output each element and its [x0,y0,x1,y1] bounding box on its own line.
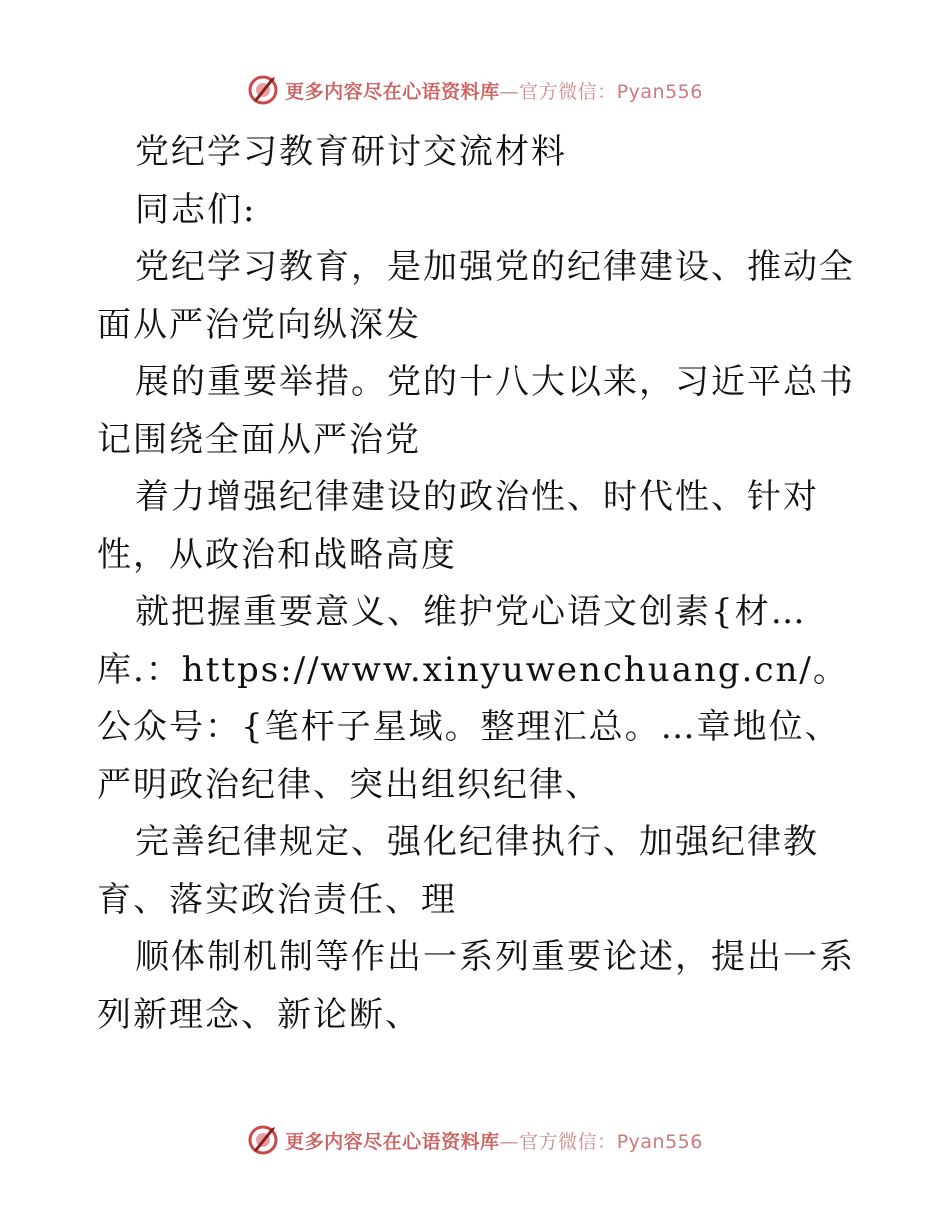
body-paragraph: 着力增强纪律建设的政治性、时代性、针对性，从政治和战略高度 [97,477,819,575]
footer-watermark-banner [0,1120,950,1160]
quill-seal-icon [247,1124,279,1156]
body-paragraph: 展的重要举措。党的十八大以来，习近平总书记围绕全面从严治党 [97,362,855,460]
watermark-wechat-id: Pyan556 [616,1130,703,1153]
document-greeting: 同志们: [135,189,257,230]
body-paragraph: 完善纪律规定、强化纪律执行、加强纪律教育、落实政治责任、理 [97,822,819,920]
body-paragraph: 顺体制机制等作出一系列重要论述，提出一系列新理念、新论断、 [97,937,855,1035]
header-watermark-banner [0,70,950,110]
watermark-wechat-id: Pyan556 [616,80,703,103]
body-paragraph: 就把握重要意义、维护党心语文创素{材…库.：https://www.xinyuwenchuang.cn/。公众号：{笔杆子星域。整理汇总。…章地位、严明政治纪律、突出组织纪律、 [97,592,849,805]
watermark-separator: — [499,1130,520,1153]
watermark-brand: 更多内容尽在心语资料库 [285,80,500,103]
watermark-text [285,1127,703,1154]
document-title: 党纪学习教育研讨交流材料 [135,132,567,172]
watermark-separator: — [499,80,520,103]
watermark-text [285,77,703,104]
quill-seal-icon [247,74,279,106]
watermark-brand: 更多内容尽在心语资料库 [285,1130,500,1153]
document-body [97,124,857,1044]
body-paragraph: 党纪学习教育，是加强党的纪律建设、推动全面从严治党向纵深发 [97,247,855,345]
watermark-wechat-label: 官方微信： [519,80,617,103]
watermark-wechat-label: 官方微信： [519,1130,617,1153]
